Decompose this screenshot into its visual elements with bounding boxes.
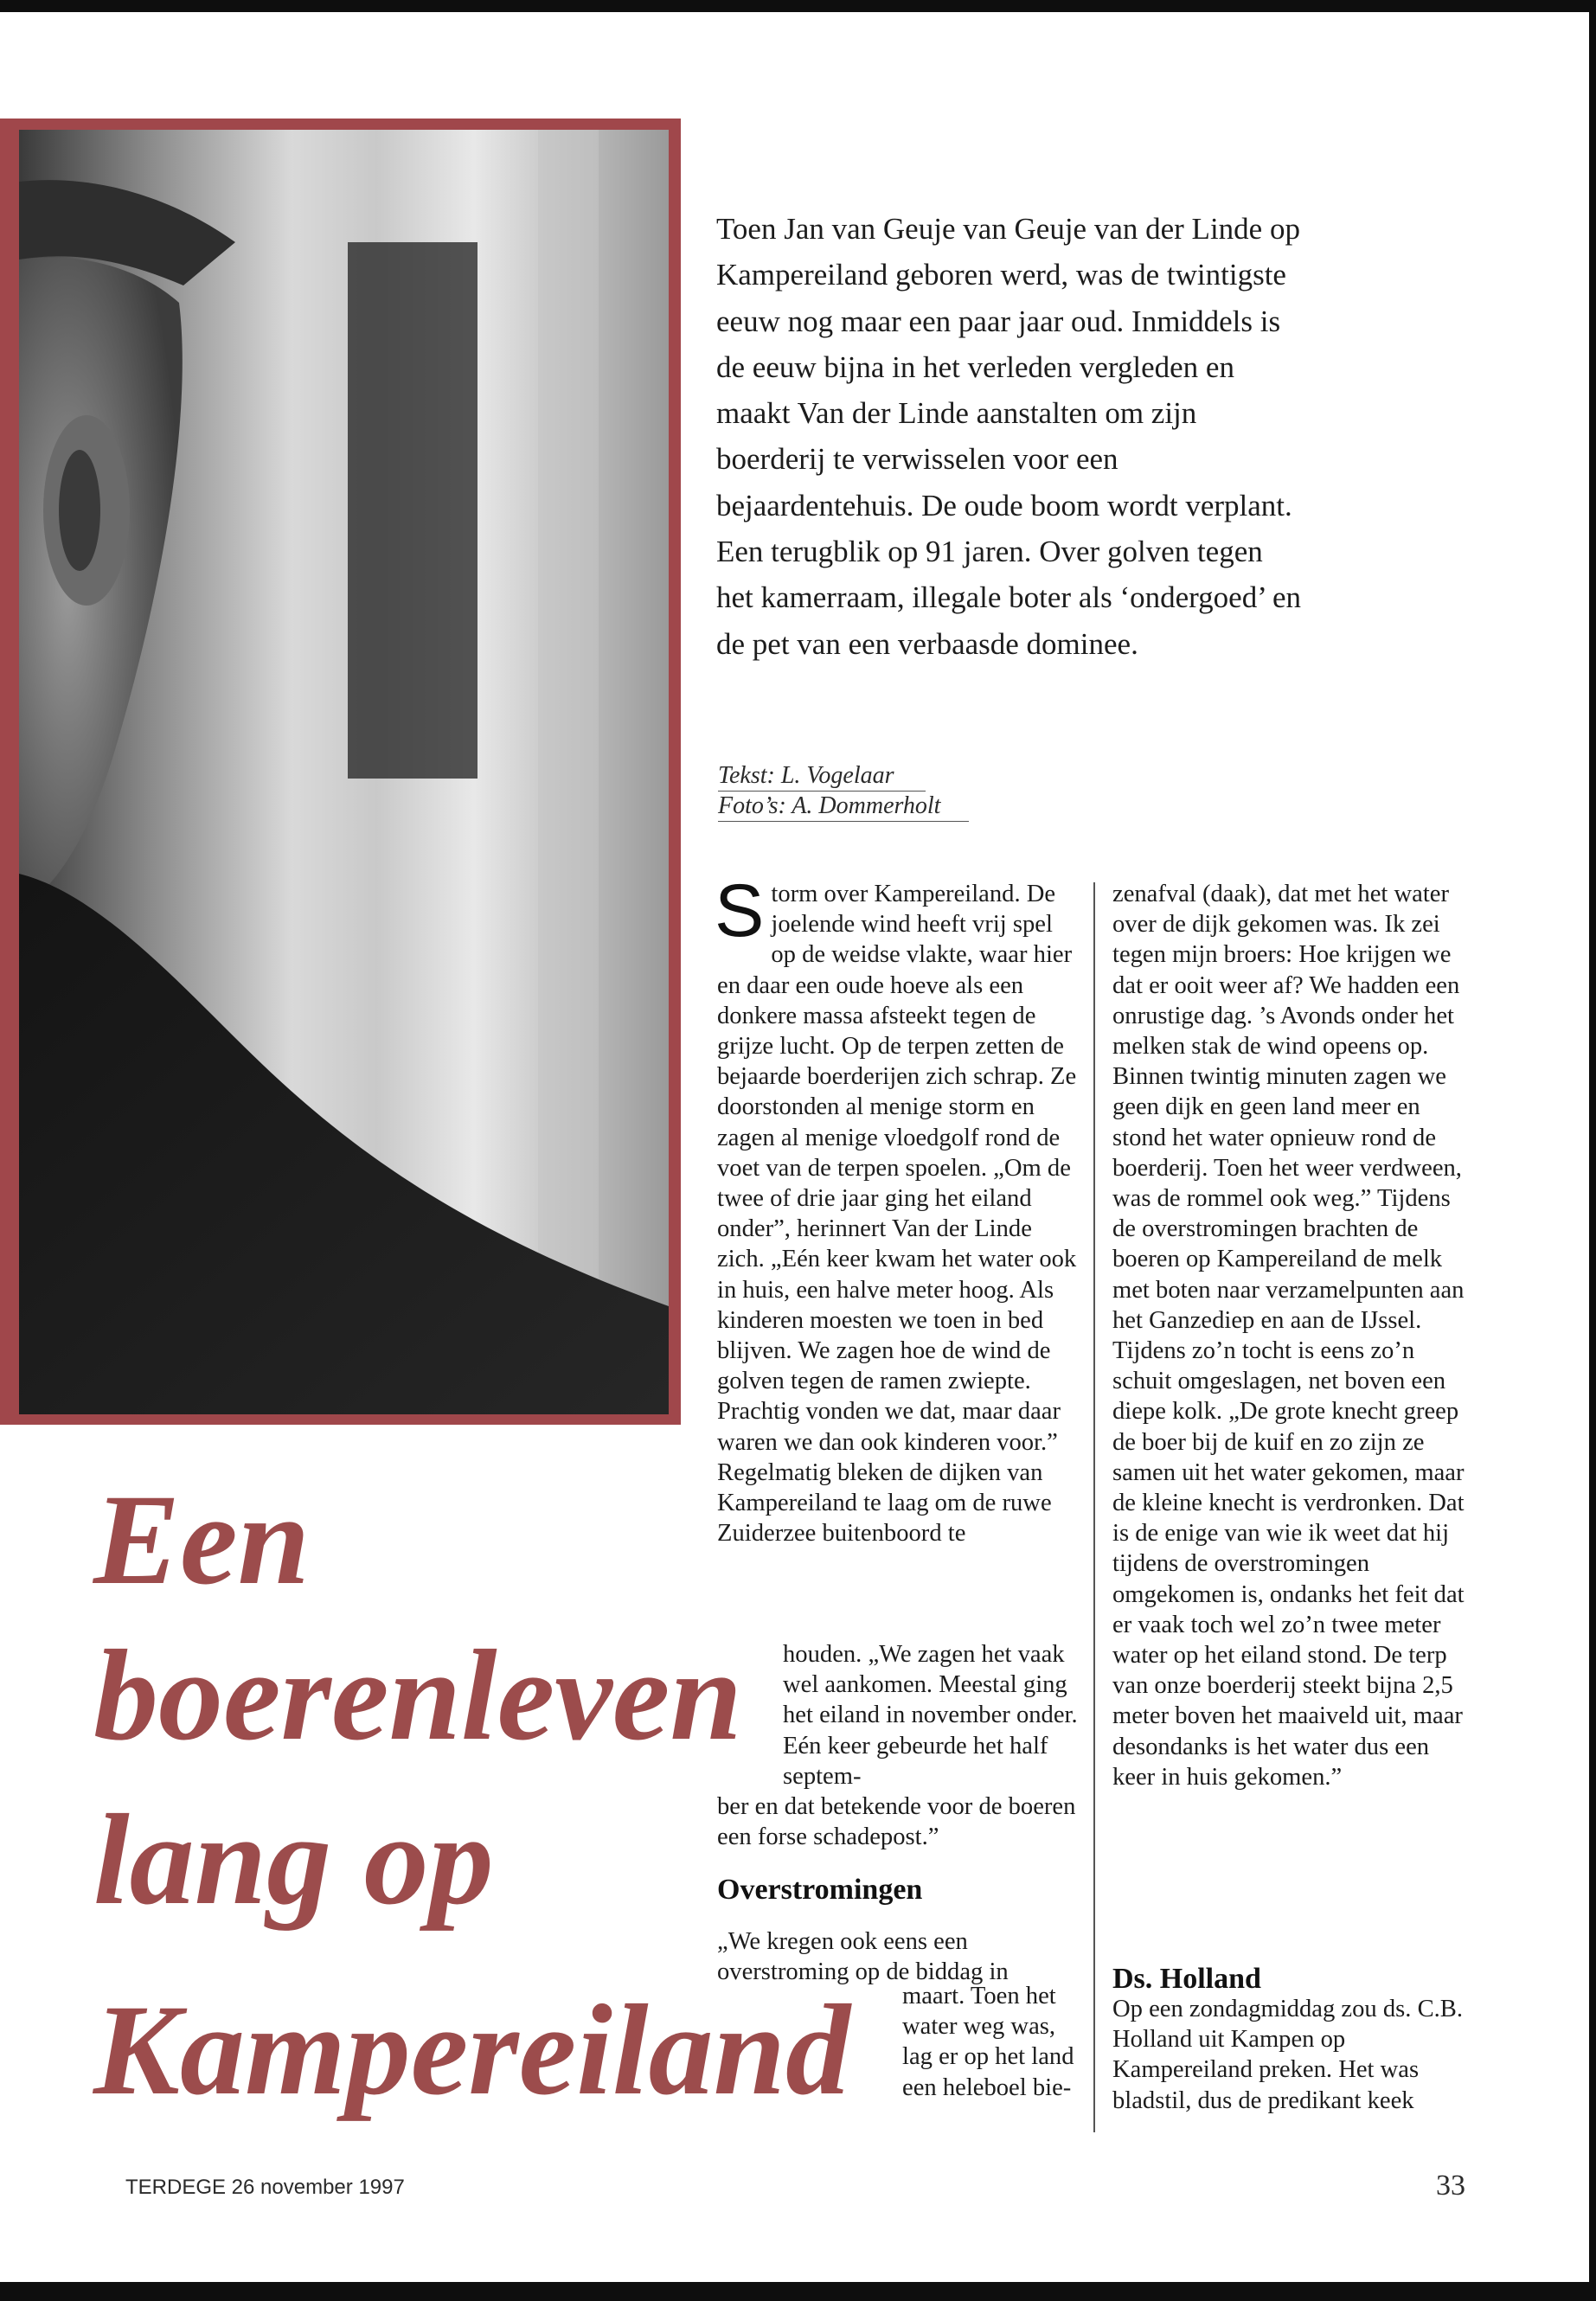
title-line-2: boerenleven: [93, 1624, 742, 1767]
article-column-1-part-3: ber en dat betekende voor de boeren een forse schadepost.”: [717, 1793, 1076, 1851]
title-line-4: Kampereiland: [93, 1978, 851, 2122]
portrait-photo: [19, 130, 669, 1414]
article-column-1-part-1: [715, 869, 1080, 1548]
column-1-text-1: torm over Kampereiland. De joelende wind heeft vrij spel op de weidse vlakte, waar hier en daar een oude hoeve als een donkere massa afsteekt tegen de grijze lucht. Op de terpen zetten de bejaarde boerderijen zich schrap. Ze doorstonden al menige storm en zagen al menige vloedgolf rond de voet van de terpen spoelen. „Om de twee of drie jaar ging het eiland onder”, herinnert Van der Linde zich. „Eén keer kwam het water ook in huis, een halve meter hoog. Als kinderen moesten we toen in bed blijven. We zagen hoe de wind de golven tegen de ramen zwiepte. Prachtig vonden we dat, maar daar waren we dan ook kinderen voor.” Regelmatig bleken de dijken van Kampereiland te laag om de ruwe Zuiderzee buitenboord te: [717, 881, 1077, 1548]
intro-paragraph: Toen Jan van Geuje van Geuje van der Linde op Kampereiland geboren werd, was de twintigste eeuw nog maar een paar jaar oud. Inmiddels is de eeuw bijna in het verleden vergleden en maakt Van der Linde aanstalten om zijn boerderij te verwisselen voor een bejaardentehuis. De oude boom wordt verplant. Een terugblik op 91 jaren. Over golven tegen het kamerraam, illegale boter als ‘ondergoed’ en de pet van een verbaasde dominee.: [716, 212, 1302, 661]
article-column-2-part-1: zenafval (daak), dat met het water over de dijk gekomen was. Ik zei tegen mijn broers: Hoe krijgen we dat er ooit weer af? We hadden een onrustige dag. ’s Avonds onder het melken stak de wind opeens op. Binnen twintig minuten zagen we geen dijk en geen land meer en stond het water opnieuw rond de boerderij. Toen het weer verdween, was de rommel ook weg.” Tijdens de overstromingen brachten de boeren op Kampereiland de melk met boten naar verzamelpunten aan het Ganzediep en aan de IJssel. Tijdens zo’n tocht is eens zo’n schuit omgeslagen, net boven een diepe kolk. „De grote knecht greep de boer bij de kuif en zo zijn ze samen uit het water gekomen, maar de kleine knecht is verdronken. Dat is de enige van wie ik weet dat hij tijdens de overstromingen omgekomen is, ondanks het feit dat er vaak toch wel zo’n twee meter water op het eiland stond. De terp van onze boerderij steekt bijna 2,5 meter boven het maaiveld uit, maar desondanks is het water dus een keer in huis gekomen.”: [1112, 881, 1465, 1791]
page-frame-top: [0, 0, 1596, 12]
title-line-1: Een: [93, 1468, 311, 1612]
publication-footer: TERDEGE 26 november 1997: [125, 2176, 405, 2199]
article-column-1-part-4: „We kregen ook eens een overstroming op de biddag in: [717, 1928, 1009, 1986]
page-frame-bottom: [0, 2282, 1596, 2301]
credits: [718, 761, 977, 822]
portrait-photo-image: [19, 130, 669, 1414]
credit-text: Tekst: L. Vogelaar: [718, 761, 926, 792]
article-column-1-part-5: maart. Toen het water weg was, lag er op het land een heleboel bie-: [902, 1983, 1074, 2101]
subheading-overstromingen: Overstromingen: [717, 1874, 923, 1906]
article-column-2-part-2: Op een zondagmiddag zou ds. C.B. Holland uit Kampen op Kampereiland preken. Het was bladstil, dus de predikant keek: [1112, 1996, 1464, 2114]
page-frame-right: [1589, 0, 1596, 2301]
article-column-1-part-2: houden. „We zagen het vaak wel aankomen. Meestal ging het eiland in november onder. Eén keer gebeurde het half septem-: [783, 1641, 1078, 1790]
title-line-3: lang op: [93, 1788, 494, 1932]
page-number: 33: [1436, 2170, 1465, 2202]
drop-cap: S: [715, 869, 765, 952]
column-divider: [1093, 882, 1095, 2132]
credit-photo: Foto’s: A. Dommerholt: [718, 792, 969, 822]
subheading-ds-holland: Ds. Holland: [1112, 1963, 1261, 1995]
